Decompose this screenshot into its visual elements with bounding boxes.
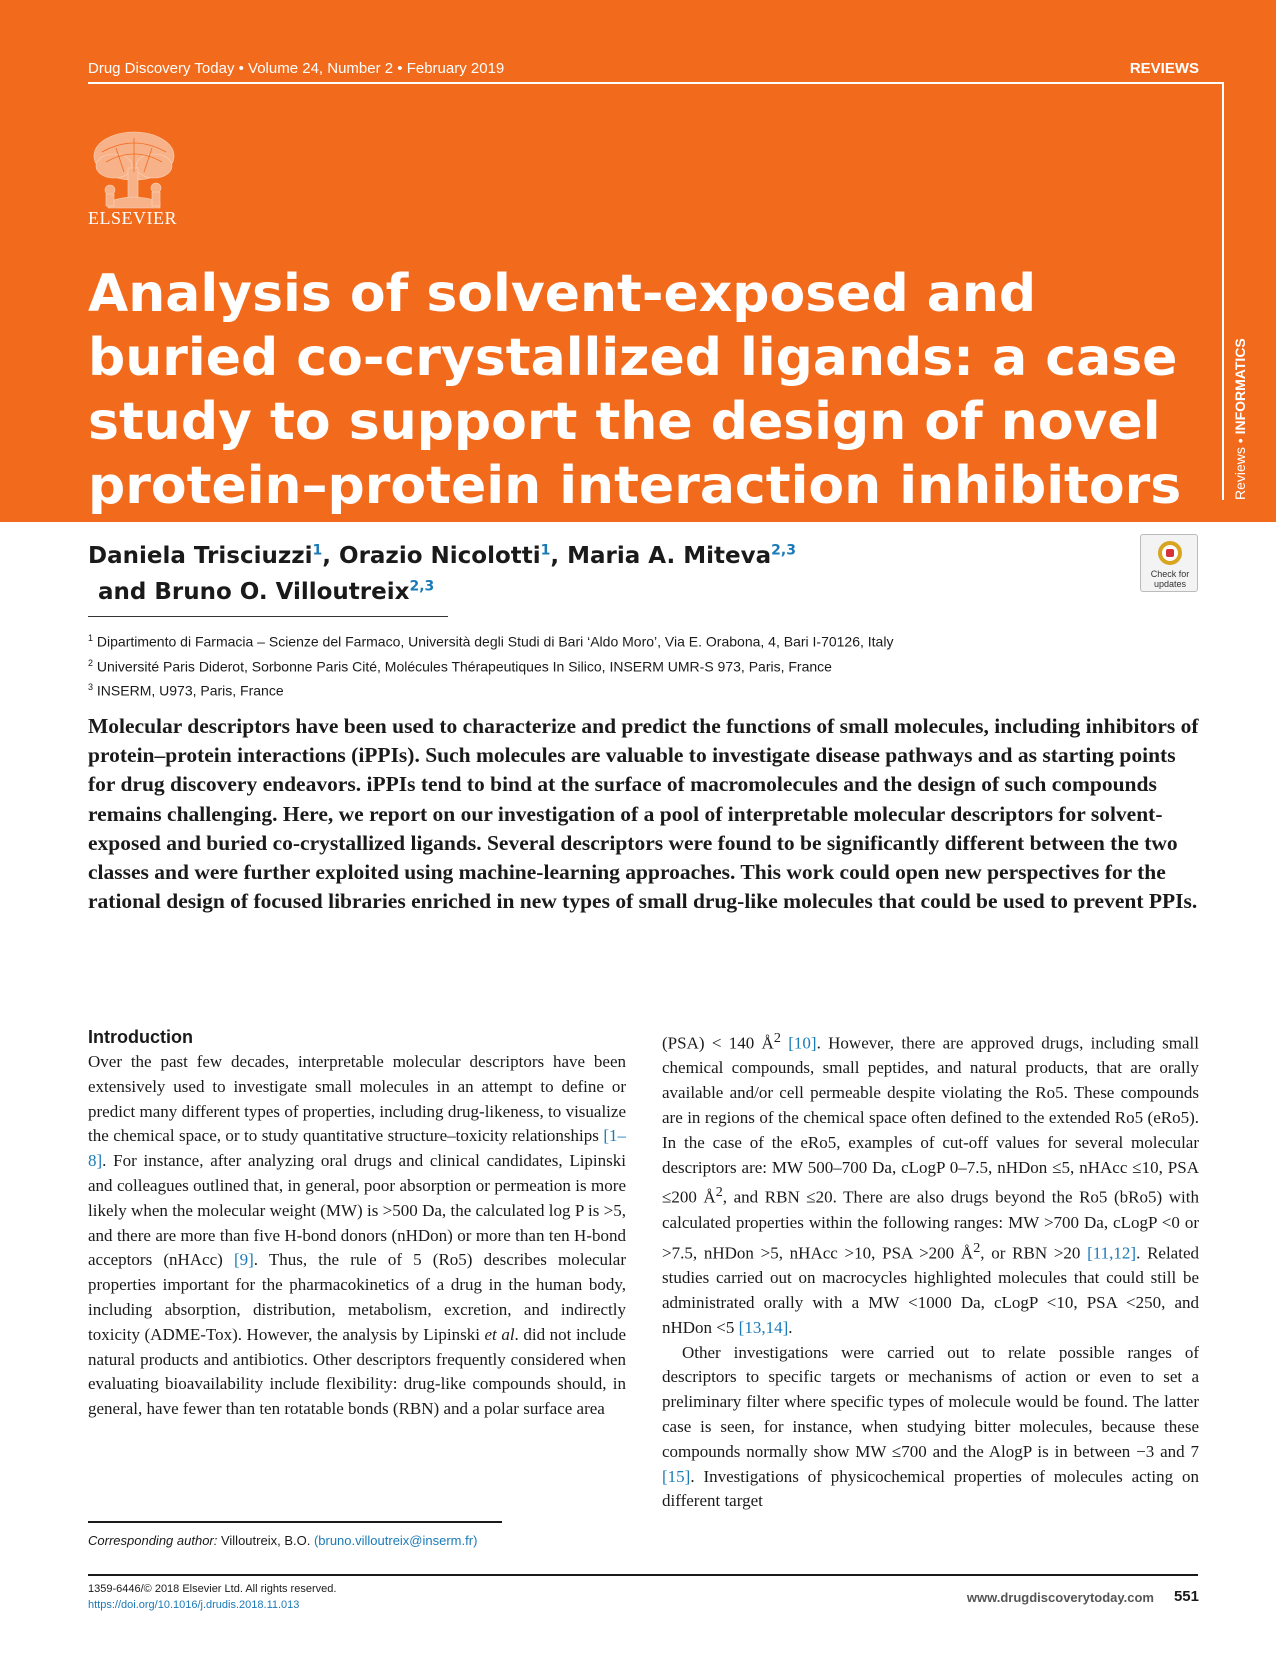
- citation-link[interactable]: [1–8]: [88, 1126, 626, 1171]
- section-tag: REVIEWS: [1129, 60, 1199, 77]
- text-run: . Thus, the rule of 5 (Ro5) describes molecular properties important for the pharmacokinetics of a drug in the human body, including absorption, distribution, metabolism, excretion, and indirectly toxicity (ADME-Tox). However, the analysis by Lipinski: [88, 1250, 626, 1344]
- text-run: . Related studies carried out on macrocycles highlighted molecules that could still be administrated orally with a MW <1000 Da, cLogP <10, PSA <250, and nHDon <5: [662, 1243, 1199, 1337]
- author-rule: [88, 616, 448, 617]
- superscript: 2: [973, 1239, 981, 1256]
- journal-line: Drug Discovery Today • Volume 24, Number 2 • February 2019: [88, 60, 505, 77]
- affiliation-text: INSERM, U973, Paris, France: [96, 682, 284, 699]
- text-run: , and RBN ≤20. There are also drugs beyond the Ro5 (bRo5) with calculated properties within the following ranges: MW >700 Da, cLogP <0 or >7.5, nHDon >5, nHAcc >10, PSA >200 Å: [662, 1188, 1200, 1263]
- bookmark-icon: [1158, 541, 1182, 565]
- paragraph: [662, 1026, 1199, 1341]
- side-label-main: INFORMATICS: [1232, 338, 1248, 435]
- affiliation-item: [88, 653, 1188, 678]
- author-list: [88, 538, 1088, 610]
- journal-website-link[interactable]: www.drugdiscoverytoday.com: [966, 1590, 1154, 1605]
- author-name: Orazio Nicolotti: [339, 543, 541, 569]
- author-separator: ,: [550, 543, 568, 569]
- text-run: Over the past few decades, interpretable molecular descriptors have been extensively used to investigate small molecules in an attempt to define or predict many different types of properties, including drug-likeness, to visualize the chemical space, or to study quantitative structure–toxicity relationships: [88, 1052, 626, 1146]
- publisher-name: ELSEVIER: [88, 208, 177, 228]
- author-affil-ref[interactable]: 1: [540, 542, 551, 559]
- superscript: 2: [715, 1184, 723, 1201]
- text-run: . However, there are approved drugs, including small chemical compounds, small peptides, and natural products, that are orally available and/or cell permeable despite violating the Ro5. These compounds are in regions of the chemical space often defined to the extended Ro5 (eRo5). In the case of the eRo5, examples of cut-off values for several molecular descriptors are: MW 500–700 Da, cLogP 0–7.5, nHDon ≤5, nHAcc ≤10, PSA ≤200 Å: [662, 1033, 1200, 1208]
- text-run: . Investigations of physicochemical properties of molecules acting on different target: [662, 1466, 1199, 1511]
- side-label: [1232, 330, 1254, 500]
- citation-link[interactable]: [10]: [788, 1033, 817, 1053]
- author-separator: ,: [322, 543, 340, 569]
- doi-link[interactable]: https://doi.org/10.1016/j.drudis.2018.11.013: [88, 1599, 300, 1611]
- author-affil-ref[interactable]: 2,3: [771, 542, 796, 559]
- citation-link[interactable]: [9]: [233, 1250, 254, 1270]
- text-run: (PSA) < 140 Å: [662, 1033, 774, 1053]
- affiliations: [88, 628, 1188, 702]
- abstract: Molecular descriptors have been used to characterize and predict the functions of small molecules, including inhibitors of protein–protein interactions (iPPIs). Such molecules are valuable to investigate disease pathways and as starting points for drug discovery endeavors. iPPIs tend to bind at the surface of macromolecules and the design of such compounds remains challenging. Here, we report on our investigation of a pool of interpretable molecular descriptors for solvent-exposed and buried co-crystallized ligands. Several descriptors were found to be significantly different between the two classes and were further exploited using machine-learning approaches. This work could open new perspectives for the rational design of focused libraries enriched in new types of small drug-like molecules that could be used to prevent PPIs.: [88, 714, 1199, 914]
- citation-link[interactable]: [13,14]: [738, 1317, 789, 1337]
- issn-copyright: 1359-6446/© 2018 Elsevier Ltd. All rights reserved.: [88, 1583, 337, 1595]
- text-run: Other investigations were carried out to relate possible ranges of descriptors to specific targets or mechanisms of action or even to set a preliminary filter where specific types of molecule would be found. The latter case is seen, for instance, when studying bitter molecules, because these compounds normally show MW ≤700 and the AlogP is in between −3 and 7: [662, 1342, 1199, 1461]
- affiliation-number: 3: [88, 682, 94, 693]
- text-run: . For instance, after analyzing oral drugs and clinical candidates, Lipinski and colleagues outlined that, in general, poor absorption or permeation is more likely when the molecular weight (MW) is >500 Da, the calculated log P is >5, and there are more than five H-bond donors (nHDon) or more than ten H-bond acceptors (nHAcc): [88, 1151, 626, 1270]
- page-number: 551: [1173, 1588, 1199, 1605]
- affiliation-number: 2: [88, 657, 94, 668]
- footer-rule: [88, 1574, 1198, 1576]
- side-rule: [1222, 82, 1224, 500]
- article-title: Analysis of solvent-exposed and buried co-crystallized ligands: a case study to support the design of novel protein–protein interaction inhibitors: [88, 264, 1182, 516]
- body-column-right: [662, 1026, 1199, 1514]
- affiliation-text: Dipartimento di Farmacia – Scienze del Farmaco, Università degli Studi di Bari ‘Aldo Moro’, Via E. Orabona, 4, Bari I-70126, Italy: [96, 633, 894, 650]
- text-run: et al: [484, 1324, 515, 1344]
- author-affil-ref[interactable]: 2,3: [409, 578, 435, 595]
- text-run: , or RBN >20: [980, 1243, 1088, 1263]
- header-rule: [88, 82, 1224, 84]
- affiliation-item: [88, 677, 1188, 702]
- footnote-label: Corresponding author:: [88, 1533, 218, 1548]
- corresponding-author-note: [88, 1533, 477, 1548]
- text-run: .: [788, 1317, 793, 1337]
- affiliation-text: Université Paris Diderot, Sorbonne Paris Cité, Molécules Thérapeutiques In Silico, INSERM UMR-S 973, Paris, France: [96, 658, 832, 675]
- superscript: 2: [773, 1030, 781, 1046]
- footnote-name: Villoutreix, B.O.: [217, 1533, 314, 1548]
- side-label-prefix: Reviews •: [1232, 434, 1248, 500]
- body-column-left: [88, 1024, 626, 1422]
- section-heading: Introduction: [88, 1027, 193, 1047]
- affiliation-item: [88, 628, 1188, 653]
- citation-link[interactable]: [15]: [662, 1466, 691, 1486]
- author-name: Daniela Trisciuzzi: [88, 543, 313, 569]
- author-name: Maria A. Miteva: [567, 543, 772, 569]
- text-run: . did not include natural products and antibiotics. Other descriptors frequently considered when evaluating bioavailability include flexibility: drug-like compounds should, in general, have fewer than ten rotatable bonds (RBN) and a polar surface area: [88, 1324, 626, 1419]
- footnote-rule: [88, 1521, 502, 1523]
- paragraph: [88, 1050, 626, 1422]
- author-affil-ref[interactable]: 1: [312, 542, 323, 559]
- check-for-updates-button[interactable]: [1140, 534, 1198, 592]
- citation-link[interactable]: [11,12]: [1087, 1243, 1137, 1263]
- author-email-link[interactable]: (bruno.villoutreix@inserm.fr): [313, 1533, 478, 1548]
- badge-label: Check for updates: [1150, 569, 1190, 589]
- author-name: and Bruno O. Villoutreix: [98, 579, 410, 605]
- paragraph: [662, 1341, 1199, 1515]
- affiliation-number: 1: [88, 633, 94, 643]
